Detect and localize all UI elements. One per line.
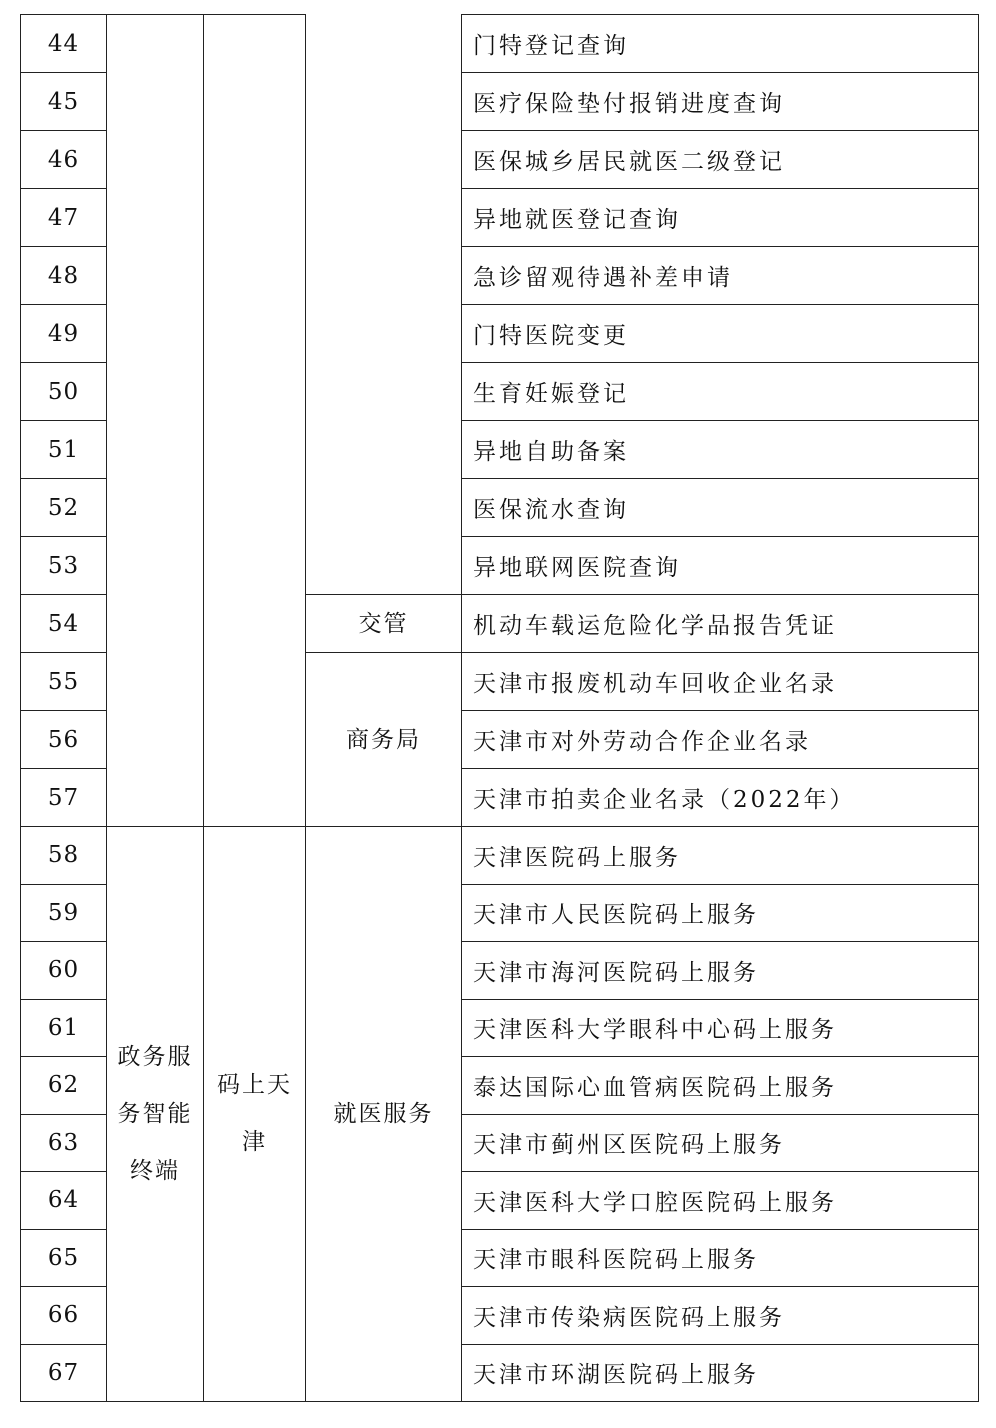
app-label: 码上天津 bbox=[217, 1072, 292, 1155]
row-number: 51 bbox=[21, 421, 107, 479]
row-number: 66 bbox=[21, 1287, 107, 1345]
service-name: 医保流水查询 bbox=[462, 479, 979, 537]
service-name: 天津市环湖医院码上服务 bbox=[462, 1344, 979, 1402]
table-row bbox=[21, 15, 979, 73]
service-name: 医疗保险垫付报销进度查询 bbox=[462, 73, 979, 131]
department-shangwu: 商务局 bbox=[306, 653, 462, 827]
service-name: 门特登记查询 bbox=[462, 15, 979, 73]
row-number: 48 bbox=[21, 247, 107, 305]
service-name: 天津市拍卖企业名录（2022年） bbox=[462, 769, 979, 827]
service-name: 天津市对外劳动合作企业名录 bbox=[462, 711, 979, 769]
department-cell-upper bbox=[306, 15, 462, 595]
terminal-cell bbox=[107, 827, 204, 1402]
row-number: 58 bbox=[21, 827, 107, 885]
terminal-label: 政务服务智能终端 bbox=[117, 1043, 193, 1184]
row-number: 67 bbox=[21, 1344, 107, 1402]
service-name: 天津医科大学眼科中心码上服务 bbox=[462, 999, 979, 1057]
table-row bbox=[21, 827, 979, 885]
row-number: 52 bbox=[21, 479, 107, 537]
service-name: 门特医院变更 bbox=[462, 305, 979, 363]
row-number: 50 bbox=[21, 363, 107, 421]
row-number: 65 bbox=[21, 1229, 107, 1287]
row-number: 61 bbox=[21, 999, 107, 1057]
row-number: 55 bbox=[21, 653, 107, 711]
department-jiaoguan: 交管 bbox=[306, 595, 462, 653]
row-number: 62 bbox=[21, 1057, 107, 1115]
row-number: 47 bbox=[21, 189, 107, 247]
row-number: 57 bbox=[21, 769, 107, 827]
row-number: 54 bbox=[21, 595, 107, 653]
service-name: 医保城乡居民就医二级登记 bbox=[462, 131, 979, 189]
service-name: 天津市眼科医院码上服务 bbox=[462, 1229, 979, 1287]
row-number: 63 bbox=[21, 1114, 107, 1172]
terminal-cell-upper bbox=[107, 15, 204, 827]
service-name: 天津市报废机动车回收企业名录 bbox=[462, 653, 979, 711]
service-name: 异地就医登记查询 bbox=[462, 189, 979, 247]
service-table bbox=[20, 14, 979, 1402]
app-cell-upper bbox=[204, 15, 306, 827]
row-number: 59 bbox=[21, 884, 107, 942]
service-name: 天津医院码上服务 bbox=[462, 827, 979, 885]
service-name: 异地自助备案 bbox=[462, 421, 979, 479]
row-number: 53 bbox=[21, 537, 107, 595]
row-number: 44 bbox=[21, 15, 107, 73]
service-name: 急诊留观待遇补差申请 bbox=[462, 247, 979, 305]
category-label: 就医服务 bbox=[306, 827, 462, 1402]
service-name: 异地联网医院查询 bbox=[462, 537, 979, 595]
service-name: 天津市蓟州区医院码上服务 bbox=[462, 1114, 979, 1172]
row-number: 46 bbox=[21, 131, 107, 189]
service-name: 天津市人民医院码上服务 bbox=[462, 884, 979, 942]
row-number: 45 bbox=[21, 73, 107, 131]
service-name: 泰达国际心血管病医院码上服务 bbox=[462, 1057, 979, 1115]
service-name: 天津市海河医院码上服务 bbox=[462, 942, 979, 1000]
service-name: 机动车载运危险化学品报告凭证 bbox=[462, 595, 979, 653]
service-name: 生育妊娠登记 bbox=[462, 363, 979, 421]
service-name: 天津市传染病医院码上服务 bbox=[462, 1287, 979, 1345]
app-cell bbox=[204, 827, 306, 1402]
row-number: 56 bbox=[21, 711, 107, 769]
service-name: 天津医科大学口腔医院码上服务 bbox=[462, 1172, 979, 1230]
row-number: 60 bbox=[21, 942, 107, 1000]
row-number: 49 bbox=[21, 305, 107, 363]
row-number: 64 bbox=[21, 1172, 107, 1230]
